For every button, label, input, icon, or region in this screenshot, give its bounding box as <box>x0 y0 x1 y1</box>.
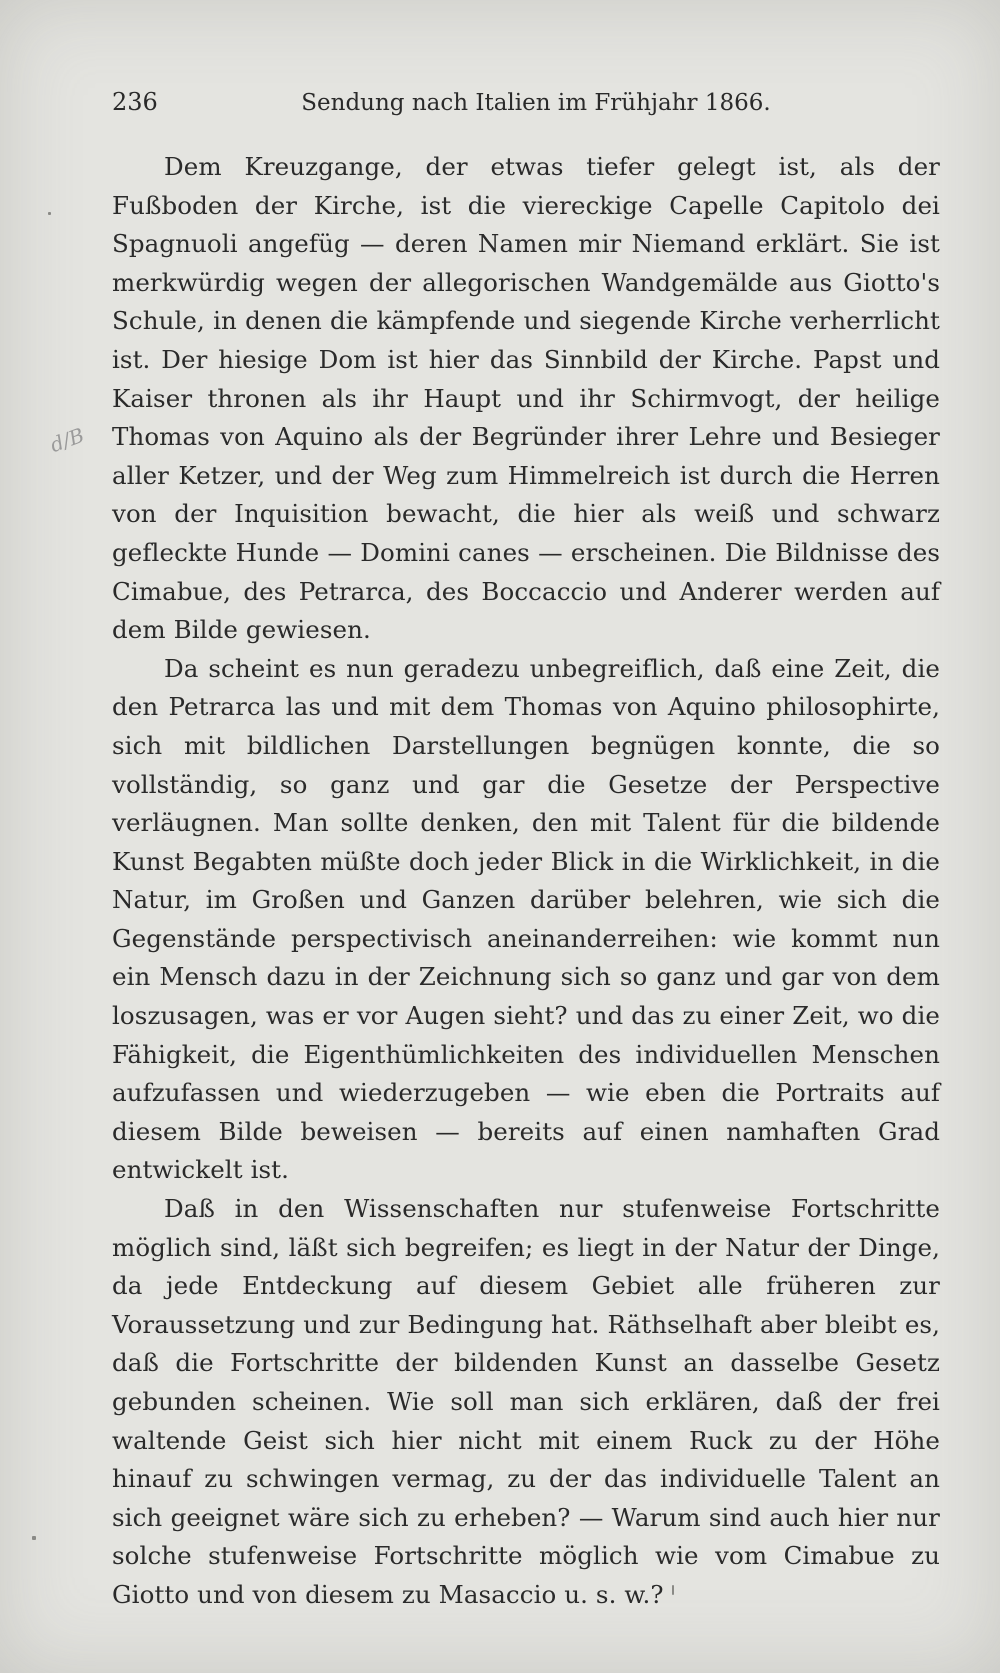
page-content <box>112 88 940 1615</box>
paragraph-1: Dem Kreuzgange, der etwas tiefer gelegt ist, als der Fußboden der Kirche, ist die viereckige Capelle Capitolo dei Spagnuoli angefüg — deren Namen mir Niemand erklärt. Sie ist merkwürdig wegen der allegorischen Wandgemälde aus Giotto's Schule, in denen die kämpfende und siegende Kirche verherrlicht ist. Der hiesige Dom ist hier das Sinnbild der Kirche. Papst und Kaiser thronen als ihr Haupt und ihr Schirmvogt, der heilige Thomas von Aquino als der Begründer ihrer Lehre und Besieger aller Ketzer, und der Weg zum Himmelreich ist durch die Herren von der Inquisition bewacht, die hier als weiß und schwarz gefleckte Hunde — Domini canes — erscheinen. Die Bildnisse des Cimabue, des Petrarca, des Boccaccio und Anderer werden auf dem Bilde gewiesen. <box>112 152 940 645</box>
running-head <box>112 88 940 134</box>
paragraph-2: Da scheint es nun geradezu unbegreiflich, daß eine Zeit, die den Petrarca las und mit dem Thomas von Aquino philosophirte, sich mit bildlichen Darstellungen begnügen konnte, die so vollständig, so ganz und gar die Gesetze der Perspective verläugnen. Man sollte denken, den mit Talent für die bildende Kunst Begabten müßte doch jeder Blick in die Wirklichkeit, in die Natur, im Großen und Ganzen darüber belehren, wie sich die Gegenstände perspectivisch aneinanderreihen: wie kommt nun ein Mensch dazu in der Zeichnung sich so ganz und gar von dem loszusagen, was er vor Augen sieht? und das zu einer Zeit, wo die Fähigkeit, die Eigenthümlichkeiten des individuellen Menschen aufzufassen und wiederzugeben — wie eben die Portraits auf diesem Bilde beweisen — bereits auf einen namhaften Grad entwickelt ist. <box>112 653 940 1185</box>
page-number: 236 <box>112 88 158 116</box>
running-title: Sendung nach Italien im Frühjahr 1866. <box>301 90 771 116</box>
body-text <box>112 148 940 1615</box>
paper-speck <box>32 1536 36 1540</box>
paper-speck <box>672 1585 674 1595</box>
paragraph-3: Daß in den Wissenschaften nur stufenweise Fortschritte möglich sind, läßt sich begreifen; es liegt in der Natur der Dinge, da jede Entdeckung auf diesem Gebiet alle früheren zur Voraussetzung und zur Bedingung hat. Räthselhaft aber bleibt es, daß die Fortschritte der bildenden Kunst an dasselbe Gesetz gebunden scheinen. Wie soll man sich erklären, daß der frei waltende Geist sich hier nicht mit einem Ruck zu der Höhe hinauf zu schwingen vermag, zu der das individuelle Talent an sich geeignet wäre sich zu erheben? — Warum sind auch hier nur solche stufenweise Fortschritte möglich wie vom Cimabue zu Giotto und von diesem zu Masaccio u. s. w.? <box>112 1194 940 1609</box>
margin-annotation: d/B <box>46 422 88 458</box>
paper-speck <box>48 212 51 215</box>
